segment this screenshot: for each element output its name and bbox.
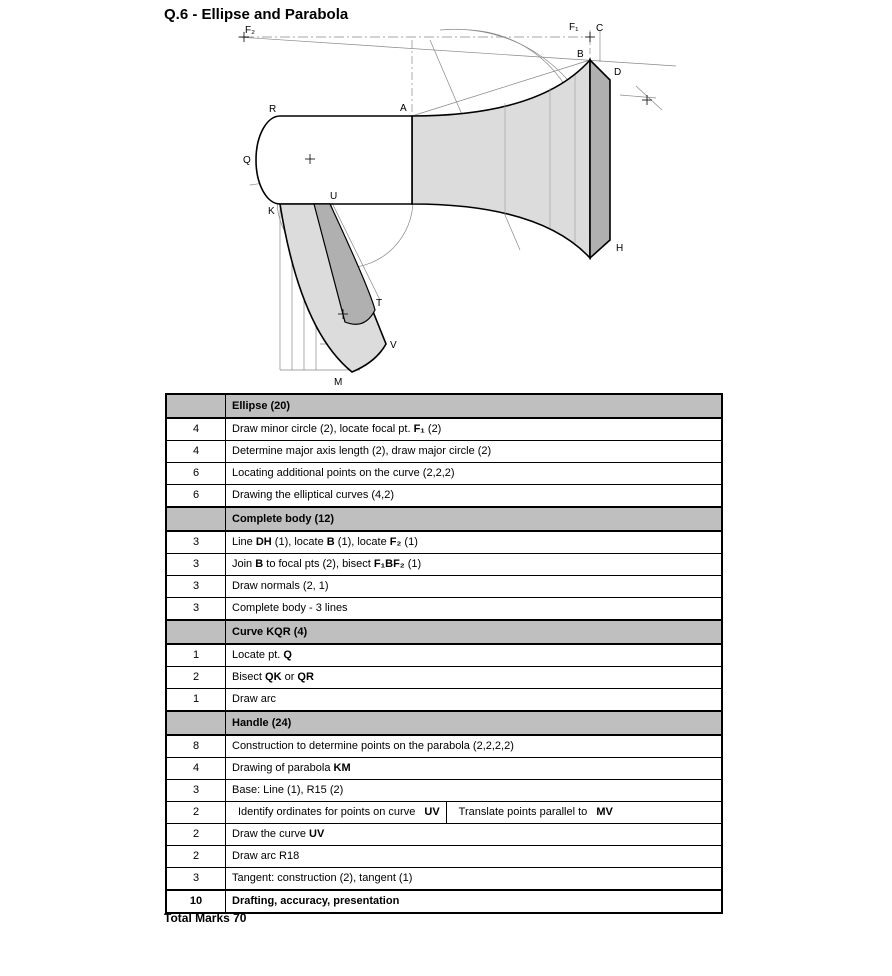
section-header-row xyxy=(166,507,722,531)
label-F2: F₂ xyxy=(245,25,255,36)
table-row xyxy=(166,758,722,780)
table-row xyxy=(166,735,722,758)
criterion-cell xyxy=(226,485,723,508)
text-fragment: Bisect xyxy=(232,671,266,683)
mark-value: 3 xyxy=(166,554,226,576)
criterion-cell xyxy=(226,802,723,824)
mark-value: 1 xyxy=(166,689,226,712)
bold-term: F₂ xyxy=(389,536,402,548)
bold-term: KM xyxy=(333,762,351,774)
label-H: H xyxy=(616,243,624,254)
text-fragment: Line xyxy=(232,536,256,548)
text-fragment: Determine major axis length (2), draw major circle (2) xyxy=(232,445,492,457)
section-title: Ellipse (20) xyxy=(226,394,723,418)
label-K: K xyxy=(268,206,275,217)
text-fragment: Drawing of parabola xyxy=(232,762,334,774)
table-row xyxy=(166,689,722,712)
table-row xyxy=(166,780,722,802)
text-fragment: Complete body - 3 lines xyxy=(232,602,348,614)
criterion-text xyxy=(226,802,446,823)
table-row xyxy=(166,644,722,667)
label-V: V xyxy=(390,340,397,351)
label-C: C xyxy=(596,23,604,34)
criterion-cell xyxy=(226,758,723,780)
table-row xyxy=(166,667,722,689)
table-row xyxy=(166,485,722,508)
criterion-cell xyxy=(226,441,723,463)
total-marks: Total Marks 70 xyxy=(164,911,247,925)
text-fragment: (2) xyxy=(424,423,442,435)
bold-term: F₁BF₂ xyxy=(373,558,405,570)
mark-value: 10 xyxy=(166,890,226,913)
bold-term: B xyxy=(326,536,335,548)
criterion-cell: Drafting, accuracy, presentation xyxy=(226,890,723,913)
bold-term: UV xyxy=(424,806,440,818)
page-title: Q.6 - Ellipse and Parabola xyxy=(164,6,349,23)
label-B: B xyxy=(577,49,584,60)
text-fragment: Drawing the elliptical curves (4,2) xyxy=(232,489,395,501)
bold-term: B xyxy=(255,558,264,570)
criterion-cell xyxy=(226,735,723,758)
label-Q: Q xyxy=(243,155,251,166)
text-fragment: Locating additional points on the curve (2,2,2) xyxy=(232,467,455,479)
table-row xyxy=(166,531,722,554)
criterion-cell xyxy=(226,554,723,576)
mark-value: 4 xyxy=(166,441,226,463)
label-D: D xyxy=(614,67,622,78)
mark-value: 3 xyxy=(166,868,226,891)
section-mark-cell xyxy=(166,394,226,418)
section-mark-cell xyxy=(166,507,226,531)
table-row xyxy=(166,802,722,824)
text-fragment: (1) xyxy=(401,536,418,548)
mark-value: 3 xyxy=(166,531,226,554)
criterion-cell xyxy=(226,576,723,598)
text-fragment: Identify ordinates for points on curve xyxy=(238,806,419,818)
table-row xyxy=(166,824,722,846)
table-row xyxy=(166,441,722,463)
text-fragment: to focal pts (2), bisect xyxy=(263,558,374,570)
bold-term: QK xyxy=(265,671,282,683)
text-fragment: Translate points parallel to xyxy=(458,806,591,818)
text-fragment: Draw arc R18 xyxy=(232,850,300,862)
section-title: Curve KQR (4) xyxy=(226,620,723,644)
bold-term: UV xyxy=(309,828,325,840)
bold-term: F₁ xyxy=(413,423,425,435)
table-row xyxy=(166,418,722,441)
text-fragment: Construction to determine points on the parabola (2,2,2,2) xyxy=(232,740,514,752)
criterion-cell xyxy=(226,780,723,802)
criterion-extra xyxy=(446,802,619,823)
bold-term: Q xyxy=(283,649,292,661)
section-mark-cell xyxy=(166,711,226,735)
mark-value: 2 xyxy=(166,846,226,868)
label-U: U xyxy=(330,191,338,202)
text-fragment: Draw arc xyxy=(232,693,277,705)
body-side-face xyxy=(590,60,610,258)
bold-term: QR xyxy=(297,671,314,683)
label-R: R xyxy=(269,104,277,115)
marking-scheme-table xyxy=(165,393,723,914)
text-fragment: Base: Line (1), R15 (2) xyxy=(232,784,344,796)
mark-value: 1 xyxy=(166,644,226,667)
text-fragment: Tangent: construction (2), tangent (1) xyxy=(232,872,413,884)
mark-value: 3 xyxy=(166,598,226,621)
section-header-row xyxy=(166,620,722,644)
mark-value: 6 xyxy=(166,463,226,485)
table-row xyxy=(166,598,722,621)
mark-value: 8 xyxy=(166,735,226,758)
mark-value: 2 xyxy=(166,802,226,824)
text-fragment: Draw normals (2, 1) xyxy=(232,580,329,592)
criterion-cell xyxy=(226,598,723,621)
mark-value: 3 xyxy=(166,576,226,598)
text-fragment: (1), locate xyxy=(334,536,390,548)
table-row xyxy=(166,554,722,576)
criterion-cell xyxy=(226,689,723,712)
section-header-row xyxy=(166,394,722,418)
table-row xyxy=(166,846,722,868)
text-fragment: (1) xyxy=(404,558,422,570)
table-row xyxy=(166,868,722,891)
criterion-cell xyxy=(226,868,723,891)
body-shape xyxy=(412,60,590,258)
mark-value: 6 xyxy=(166,485,226,508)
text-fragment: or xyxy=(281,671,298,683)
criterion-cell xyxy=(226,667,723,689)
criterion-cell xyxy=(226,824,723,846)
criterion-cell xyxy=(226,418,723,441)
text-fragment: Locate pt. xyxy=(232,649,284,661)
section-title: Handle (24) xyxy=(226,711,723,735)
section-title: Complete body (12) xyxy=(226,507,723,531)
table-row xyxy=(166,576,722,598)
text-fragment: Draw minor circle (2), locate focal pt. xyxy=(232,423,414,435)
bold-term: MV xyxy=(596,806,613,818)
section-header-row xyxy=(166,711,722,735)
label-T: T xyxy=(376,298,383,309)
ellipse-parabola-drawing xyxy=(0,0,892,392)
label-M: M xyxy=(334,377,343,388)
mark-value: 2 xyxy=(166,824,226,846)
label-A: A xyxy=(400,103,407,114)
criterion-cell xyxy=(226,531,723,554)
criterion-cell xyxy=(226,463,723,485)
label-F1: F₁ xyxy=(569,22,579,33)
mark-value: 3 xyxy=(166,780,226,802)
mark-value: 2 xyxy=(166,667,226,689)
text-fragment: Draw the curve xyxy=(232,828,310,840)
section-mark-cell xyxy=(166,620,226,644)
mark-value: 4 xyxy=(166,418,226,441)
bold-term: DH xyxy=(255,536,272,548)
mark-value: 4 xyxy=(166,758,226,780)
text-fragment: (1), locate xyxy=(271,536,327,548)
final-row xyxy=(166,890,722,913)
text-fragment: Join xyxy=(232,558,256,570)
criterion-cell xyxy=(226,644,723,667)
table-row xyxy=(166,463,722,485)
criterion-cell xyxy=(226,846,723,868)
